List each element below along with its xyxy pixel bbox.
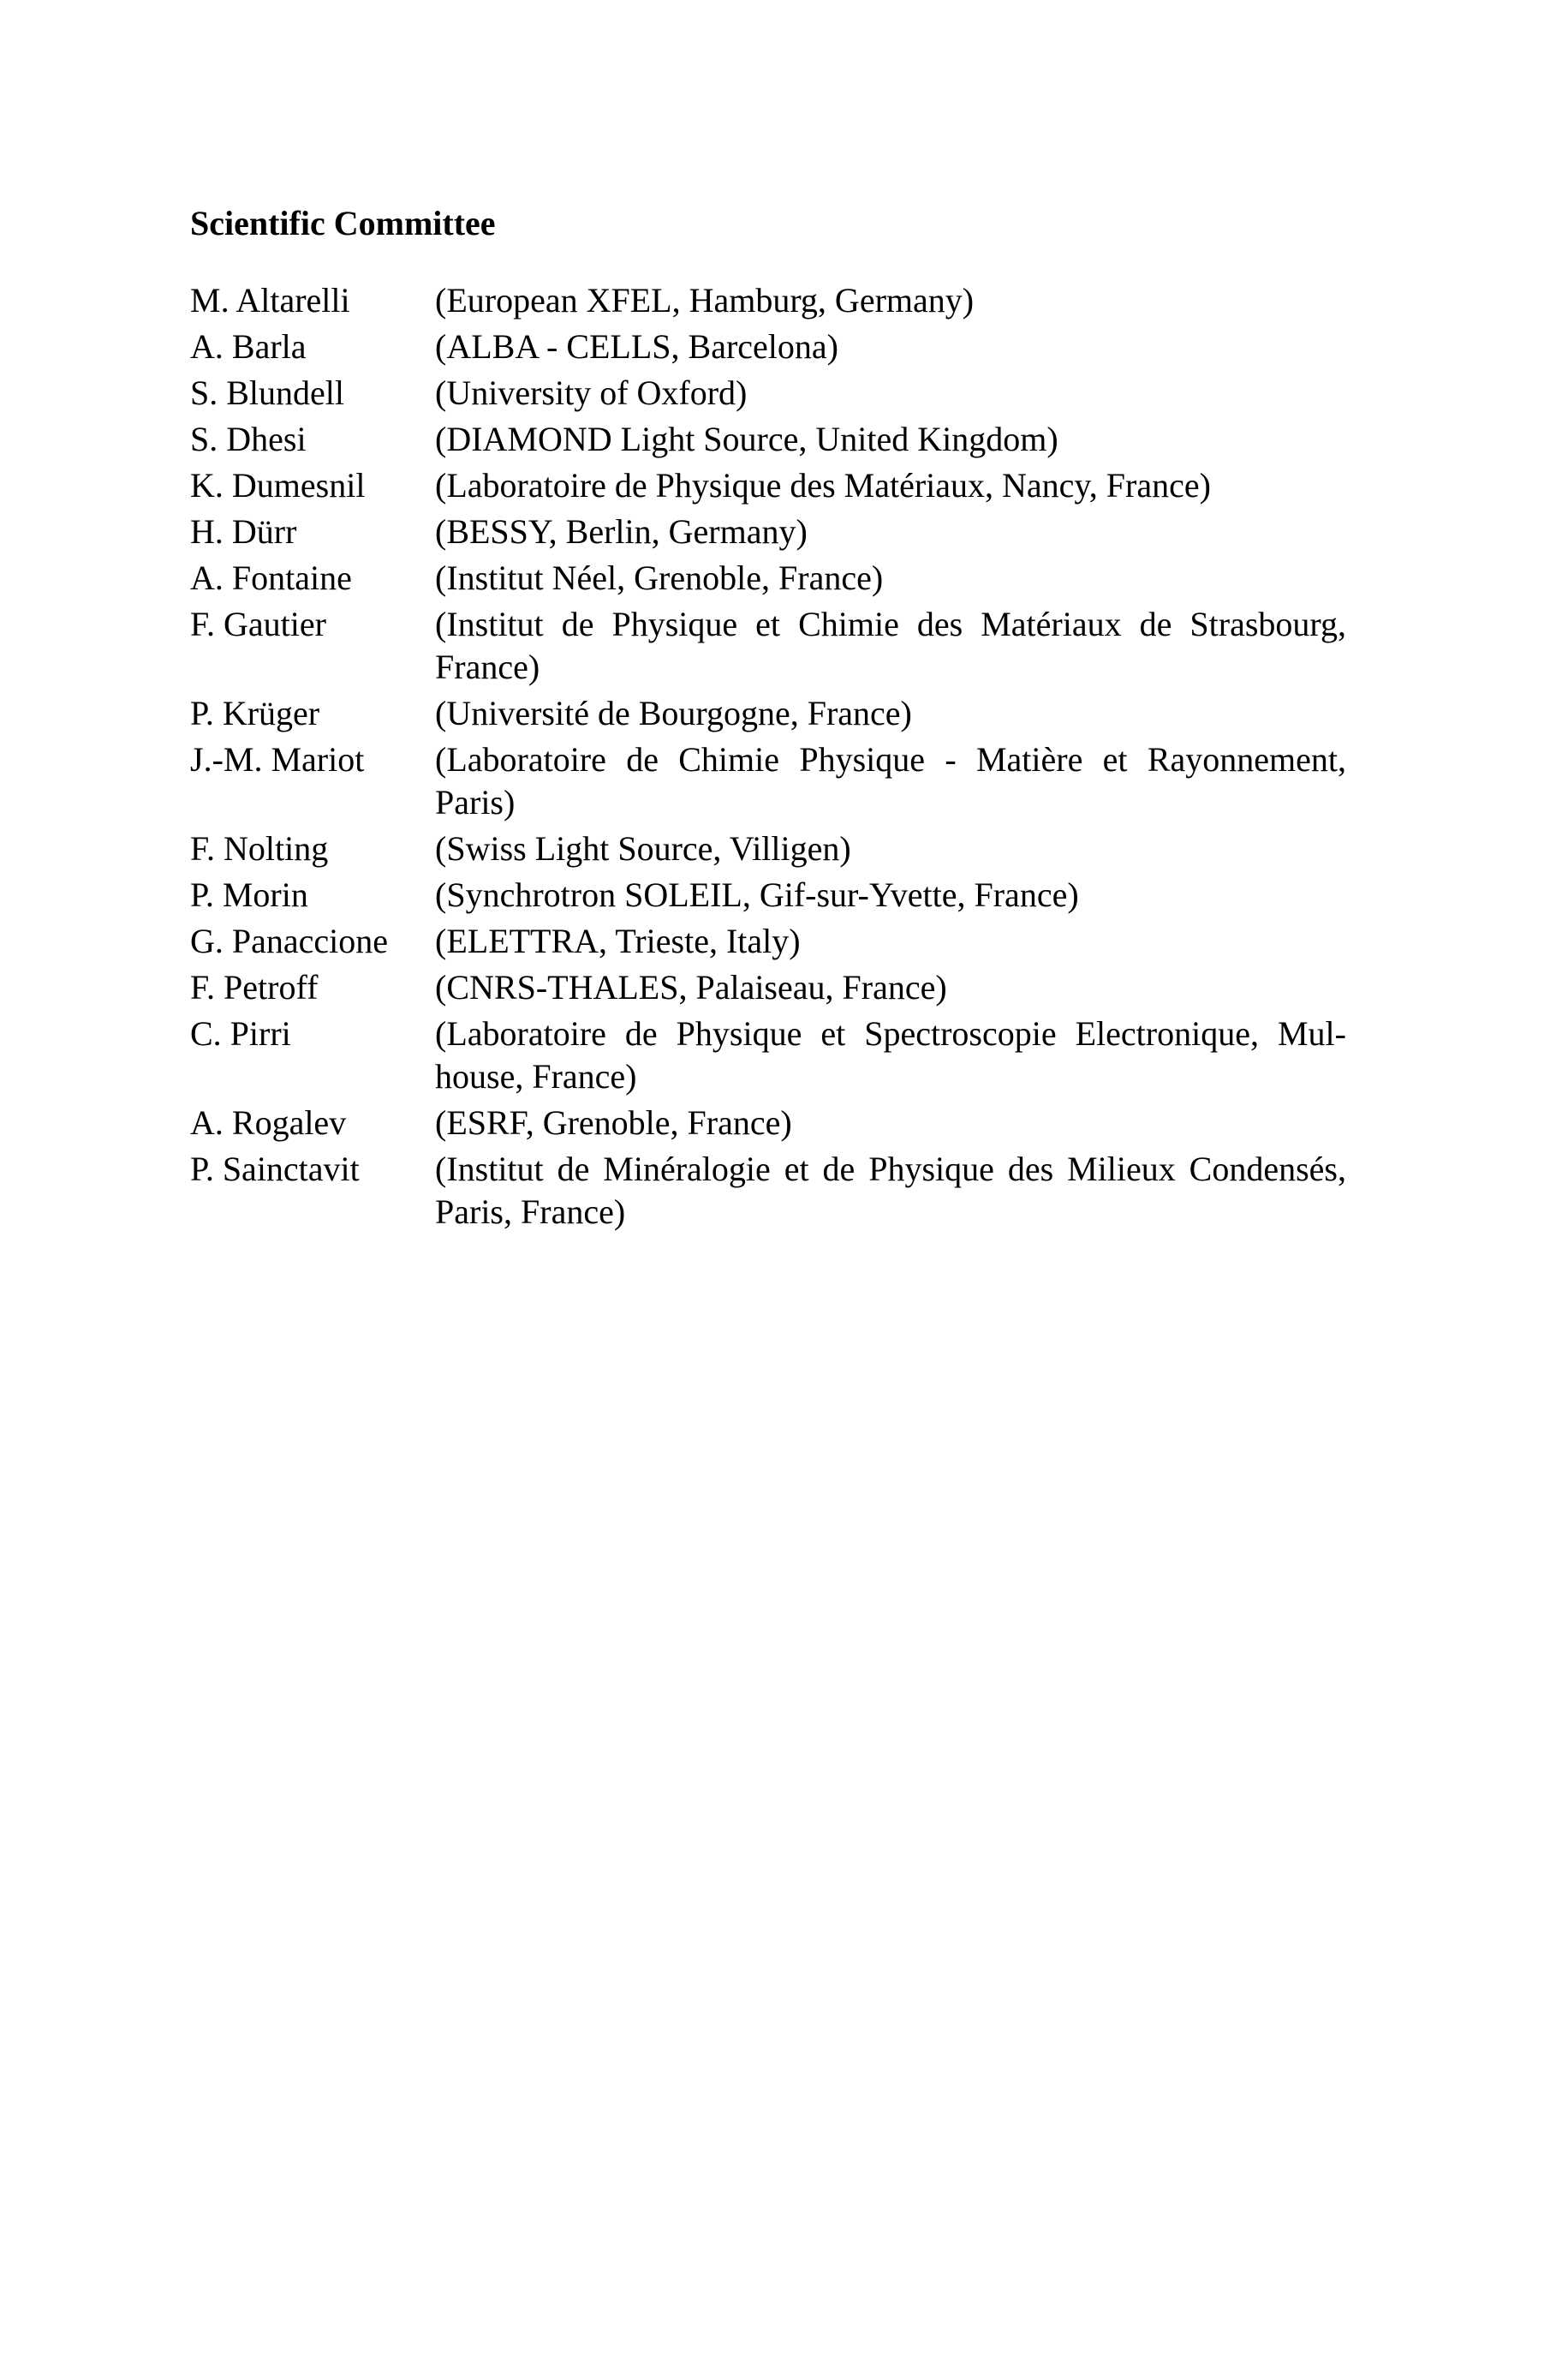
member-name: F. Nolting — [190, 829, 329, 868]
member-affiliation: (CNRS-THALES, Palaiseau, France) — [435, 968, 947, 1007]
member-affiliation: (Institut de Physique et Chimie des Matériaux de Strasbourg, France) — [435, 605, 1346, 686]
member-affiliation: (Swiss Light Source, Villigen) — [435, 829, 851, 868]
member-affiliation: (University of Oxford) — [435, 373, 748, 412]
committee-member-row — [190, 464, 1346, 511]
member-affiliation: (DIAMOND Light Source, United Kingdom) — [435, 420, 1058, 458]
member-affiliation: (Synchrotron SOLEIL, Gif-sur-Yvette, France) — [435, 875, 1079, 914]
member-name: F. Petroff — [190, 968, 319, 1007]
member-affiliation: (European XFEL, Hamburg, Germany) — [435, 281, 975, 320]
member-name: S. Blundell — [190, 373, 345, 412]
committee-member-row — [190, 557, 1346, 603]
member-name: P. Sainctavit — [190, 1150, 360, 1188]
committee-member-row — [190, 1013, 1346, 1102]
committee-member-row — [190, 874, 1346, 920]
committee-member-row — [190, 372, 1346, 418]
member-affiliation: (Institut de Minéralogie et de Physique des Milieux Condensés, Paris, France) — [435, 1150, 1346, 1231]
committee-member-row — [190, 920, 1346, 966]
member-affiliation: (ESRF, Grenoble, France) — [435, 1103, 792, 1142]
member-affiliation: (ELETTRA, Trieste, Italy) — [435, 922, 801, 960]
committee-member-row — [190, 603, 1346, 692]
committee-member-row — [190, 966, 1346, 1013]
member-name: A. Rogalev — [190, 1103, 347, 1142]
member-affiliation: (Laboratoire de Physique des Matériaux, Nancy, France) — [435, 466, 1211, 505]
committee-member-row — [190, 1102, 1346, 1148]
member-name: H. Dürr — [190, 512, 297, 551]
committee-member-row — [190, 326, 1346, 372]
member-name: J.-M. Mariot — [190, 740, 365, 779]
member-affiliation: (Laboratoire de Physique et Spectroscopie Electronique, Mulhouse, France) — [435, 1014, 1346, 1096]
committee-member-row — [190, 828, 1346, 874]
member-name: G. Panaccione — [190, 922, 389, 960]
committee-member-row — [190, 511, 1346, 557]
member-name: A. Fontaine — [190, 559, 352, 597]
committee-table — [190, 279, 1346, 1237]
member-name: S. Dhesi — [190, 420, 307, 458]
committee-member-row — [190, 692, 1346, 738]
document-page — [190, 202, 1346, 1237]
member-affiliation: (Laboratoire de Chimie Physique - Matière et Rayonnement, Paris) — [435, 740, 1346, 822]
member-affiliation: (BESSY, Berlin, Germany) — [435, 512, 808, 551]
committee-heading: Scientific Committee — [190, 204, 496, 242]
member-name: C. Pirri — [190, 1014, 291, 1053]
member-affiliation: (Institut Néel, Grenoble, France) — [435, 559, 884, 597]
member-name: P. Krüger — [190, 694, 320, 732]
committee-member-row — [190, 279, 1346, 326]
committee-member-row — [190, 738, 1346, 828]
committee-member-row — [190, 418, 1346, 464]
committee-member-row — [190, 1148, 1346, 1237]
member-name: M. Altarelli — [190, 281, 350, 320]
member-affiliation: (ALBA - CELLS, Barcelona) — [435, 327, 838, 366]
member-name: F. Gautier — [190, 605, 326, 643]
member-name: A. Barla — [190, 327, 307, 366]
member-name: P. Morin — [190, 875, 308, 914]
member-affiliation: (Université de Bourgogne, France) — [435, 694, 912, 732]
member-name: K. Dumesnil — [190, 466, 366, 505]
